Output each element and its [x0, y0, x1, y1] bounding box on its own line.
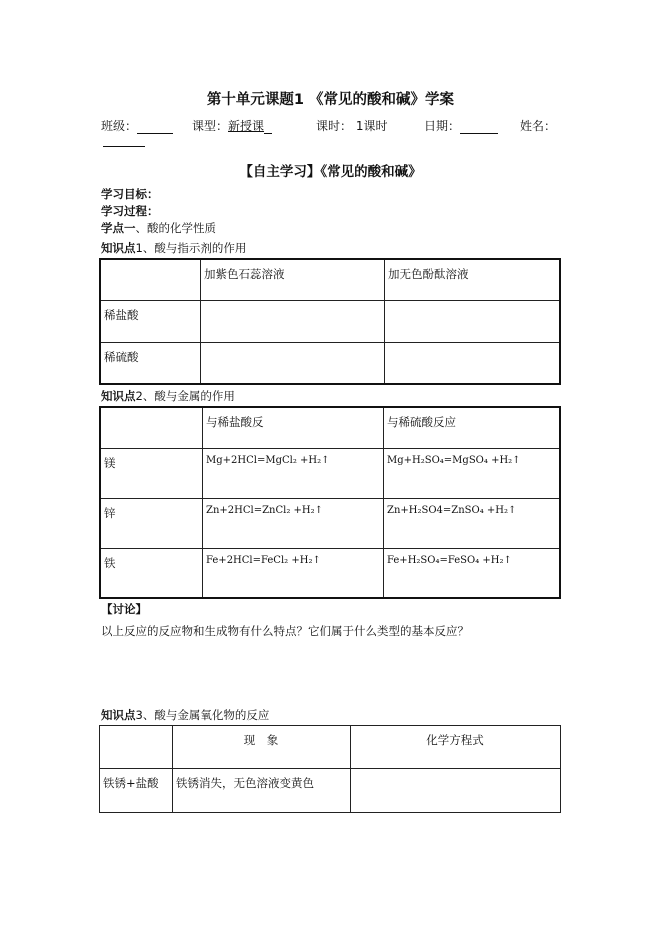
table-row: [100, 300, 560, 342]
table-row: [100, 498, 560, 548]
table-row: [100, 769, 561, 813]
table-row: [100, 342, 560, 384]
k1-head: 知识点: [101, 241, 136, 255]
type-field: [192, 117, 272, 134]
class-label: 班级：: [101, 119, 138, 133]
hours-field: [316, 117, 387, 134]
table2-equation: Fe+H₂SO₄=FeSO₄ +H₂↑: [384, 548, 561, 598]
oxide-table: [99, 725, 561, 813]
page-title: 第十单元课题1 《常见的酸和碱》学案: [206, 92, 455, 108]
k3-text: 、酸与金属氧化物的反应: [142, 708, 270, 722]
goal-label: 学习目标：: [101, 187, 159, 201]
hours-value: 1课时: [355, 119, 388, 133]
section-title: 【自主学习】《常见的酸和碱》: [239, 164, 422, 180]
table-row: [100, 548, 560, 598]
table1-cell: 稀硫酸: [100, 342, 201, 384]
date-blank: [460, 121, 498, 134]
table1-cell: 稀盐酸: [100, 300, 201, 342]
table3-header-0: [100, 726, 173, 769]
table2-metal: 镁: [100, 448, 203, 498]
table2-header-1: 与稀盐酸反: [203, 407, 384, 448]
class-field: [101, 117, 173, 134]
table2-metal: 锌: [100, 498, 203, 548]
table1-header-1: 加紫色石蕊溶液: [201, 259, 385, 300]
table1-cell: [385, 342, 561, 384]
table3-cell: 铁锈消失，无色溶液变黄色: [173, 769, 351, 813]
point1-text: 、酸的化学性质: [135, 221, 216, 235]
k1-heading: [101, 240, 246, 256]
table2-header-2: 与稀硫酸反应: [384, 407, 561, 448]
type-label: 课型：: [192, 119, 229, 133]
discuss-question: 以上反应的反应物和生成物有什么特点？它们属于什么类型的基本反应？: [101, 624, 469, 638]
discuss-label: 【讨论】: [101, 602, 147, 616]
date-label: 日期：: [424, 119, 461, 133]
name-blank: [103, 146, 145, 147]
table-row: [100, 448, 560, 498]
table1-cell: [385, 300, 561, 342]
name-label: 姓名：: [520, 119, 557, 133]
table2-equation: Zn+H₂SO4=ZnSO₄ +H₂↑: [384, 498, 561, 548]
table2-metal: 铁: [100, 548, 203, 598]
table3-cell: [351, 769, 561, 813]
metal-table: [99, 406, 561, 599]
k2-text: 、酸与金属的作用: [142, 389, 235, 403]
k2-head: 知识点: [101, 389, 136, 403]
k2-num: 2: [135, 389, 143, 403]
table1-cell: [201, 342, 385, 384]
table3-header-1: 现 象: [173, 726, 351, 769]
table1-cell: [201, 300, 385, 342]
k1-text: 、酸与指示剂的作用: [142, 241, 247, 255]
table1-header-0: [100, 259, 201, 300]
table3-header-2: 化学方程式: [351, 726, 561, 769]
table3-cell: 铁锈+盐酸: [100, 769, 173, 813]
k3-head: 知识点: [101, 708, 136, 722]
hours-label: 课时：: [316, 119, 353, 133]
table2-header-0: [100, 407, 203, 448]
table2-equation: Fe+2HCl=FeCl₂ +H₂↑: [203, 548, 384, 598]
class-blank: [137, 121, 173, 134]
k3-num: 3: [135, 708, 143, 722]
k1-num: 1: [135, 241, 143, 255]
name-field: [520, 117, 556, 134]
table2-equation: Mg+H₂SO₄=MgSO₄ +H₂↑: [384, 448, 561, 498]
k2-heading: [101, 388, 235, 404]
process-label: 学习过程：: [101, 204, 159, 218]
date-field: [424, 117, 498, 134]
type-blank: [264, 121, 272, 134]
table1-header-2: 加无色酚酞溶液: [385, 259, 561, 300]
table2-equation: Zn+2HCl=ZnCl₂ +H₂↑: [203, 498, 384, 548]
type-value: 新授课: [228, 119, 265, 133]
indicator-table: [99, 258, 561, 385]
point1-head: 学点一: [101, 221, 136, 235]
table2-equation: Mg+2HCl=MgCl₂ +H₂↑: [203, 448, 384, 498]
point1-heading: [101, 220, 216, 236]
k3-heading: [101, 707, 269, 723]
